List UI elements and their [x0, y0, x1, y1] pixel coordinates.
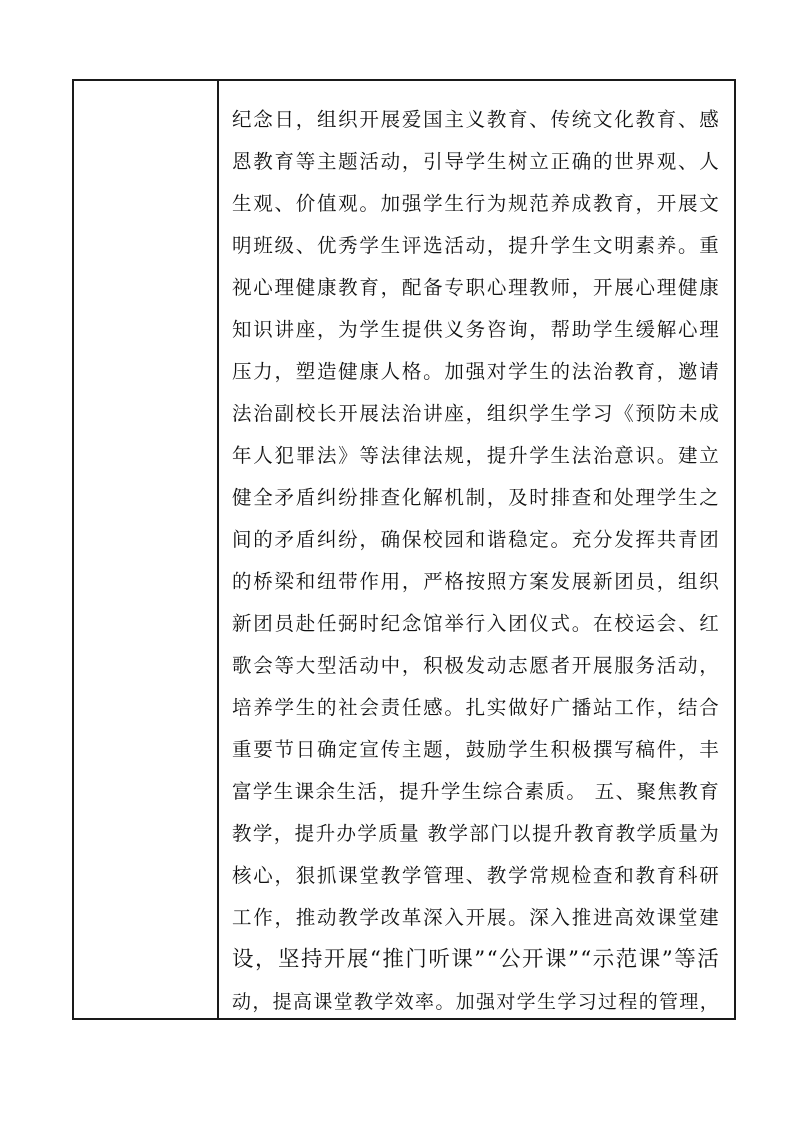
text-line: 明班级、优秀学生评选活动，提升学生文明素养。重 — [232, 234, 720, 257]
text-line: 知识讲座，为学生提供义务咨询，帮助学生缓解心理 — [232, 318, 720, 341]
text-line: 的桥梁和纽带作用，严格按照方案发展新团员，组织 — [232, 570, 720, 593]
text-line: 压力，塑造健康人格。加强对学生的法治教育，邀请 — [232, 360, 720, 383]
text-line: 恩教育等主题活动，引导学生树立正确的世界观、人 — [232, 150, 720, 173]
text-line: 设，坚持开展“推门听课”“公开课”“示范课”等活 — [232, 947, 720, 972]
content-cell — [221, 81, 734, 1018]
text-line: 培养学生的社会责任感。扎实做好广播站工作，结合 — [232, 696, 720, 719]
text-line: 重要节日确定宣传主题，鼓励学生积极撰写稿件，丰 — [232, 738, 720, 761]
text-line: 新团员赴任弼时纪念馆举行入团仪式。在校运会、红 — [232, 612, 720, 635]
text-line: 法治副校长开展法治讲座，组织学生学习《预防未成 — [232, 402, 720, 425]
text-line: 年人犯罪法》等法律法规，提升学生法治意识。建立 — [232, 444, 720, 467]
text-line: 健全矛盾纠纷排查化解机制，及时排查和处理学生之 — [232, 486, 720, 509]
text-line: 纪念日，组织开展爱国主义教育、传统文化教育、感 — [232, 108, 720, 131]
text-line: 间的矛盾纠纷，确保校园和谐稳定。充分发挥共青团 — [232, 528, 720, 551]
text-line: 富学生课余生活，提升学生综合素质。 五、聚焦教育 — [232, 780, 720, 803]
text-line: 教学，提升办学质量 教学部门以提升教育教学质量为 — [232, 822, 720, 845]
left-empty-cell — [74, 81, 219, 1018]
text-line: 视心理健康教育，配备专职心理教师，开展心理健康 — [232, 276, 720, 299]
table-frame — [72, 79, 736, 1020]
text-line: 歌会等大型活动中，积极发动志愿者开展服务活动， — [232, 654, 720, 677]
text-line: 工作，推动教学改革深入开展。深入推进高效课堂建 — [232, 906, 720, 929]
text-line: 核心，狠抓课堂教学管理、教学常规检查和教育科研 — [232, 864, 720, 887]
text-line: 动，提高课堂教学效率。加强对学生学习过程的管理， — [232, 991, 720, 1013]
text-line: 生观、价值观。加强学生行为规范养成教育，开展文 — [232, 192, 720, 215]
